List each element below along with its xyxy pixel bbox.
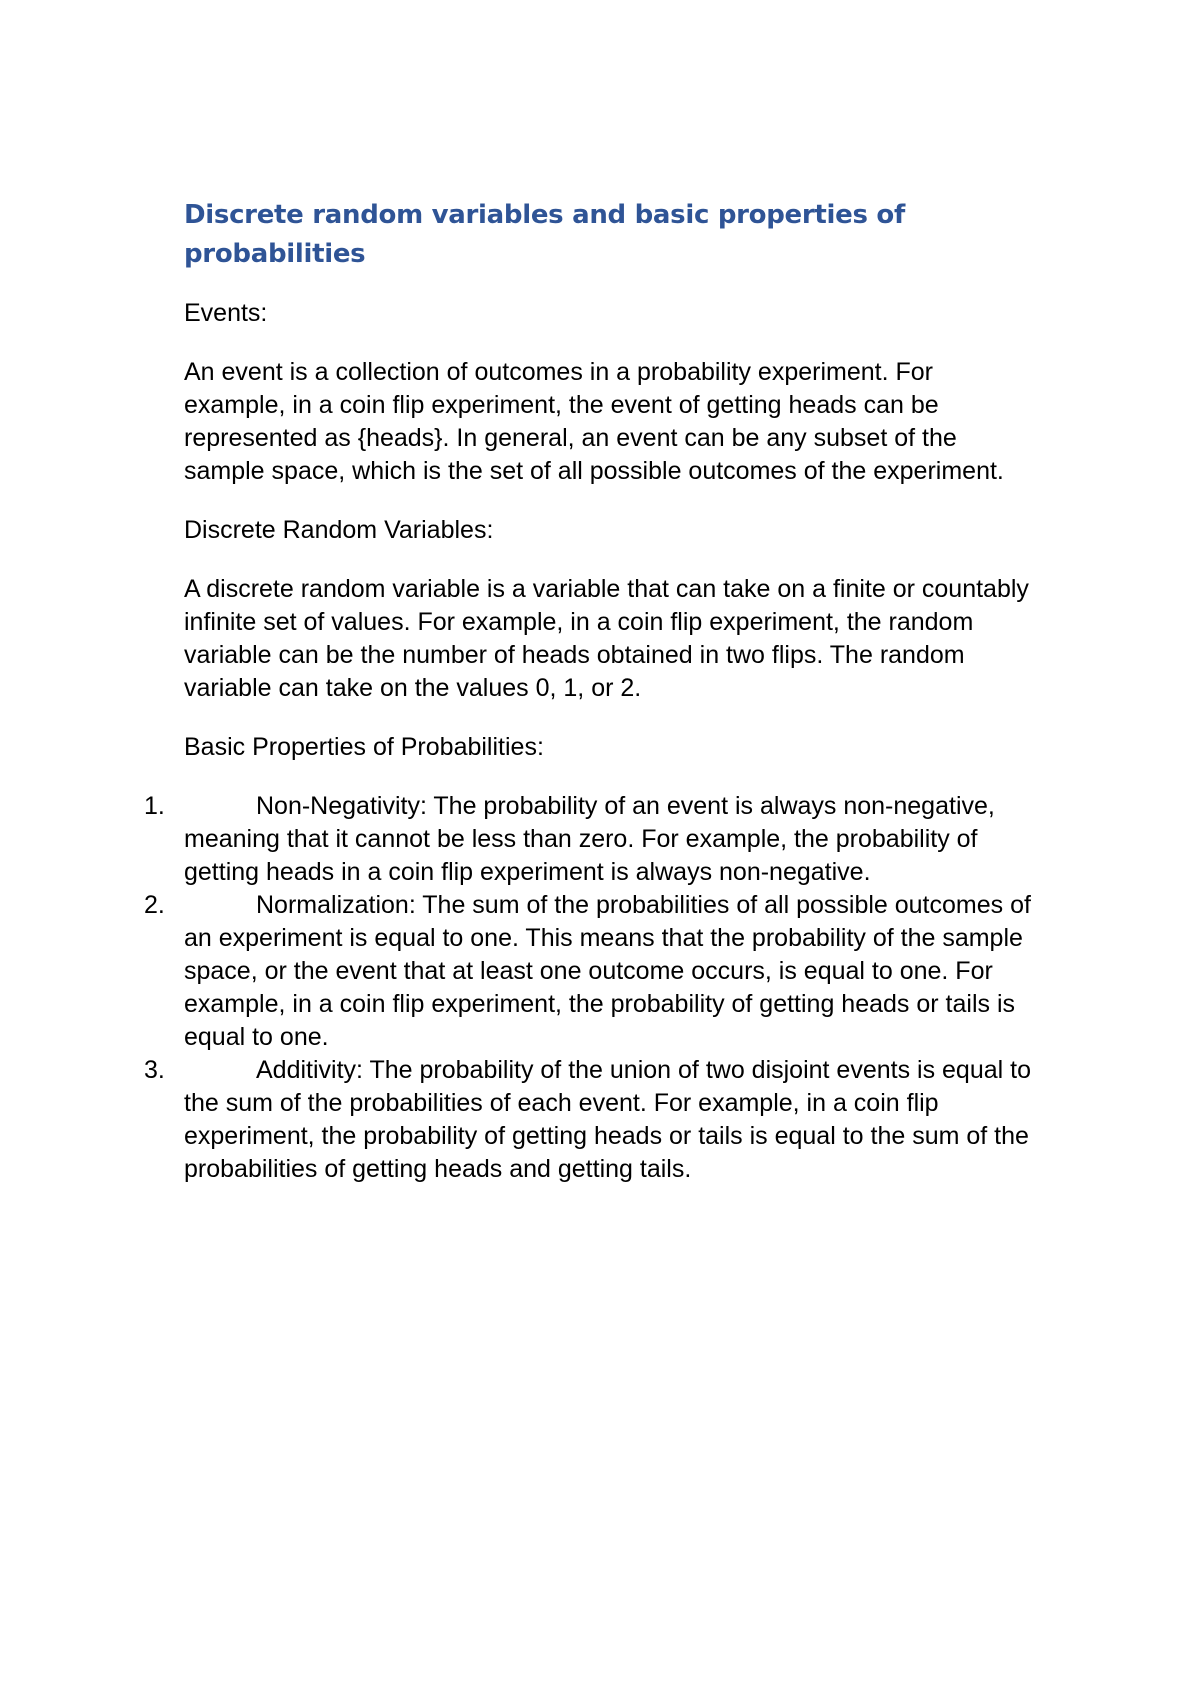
section-heading-events: Events: bbox=[184, 299, 268, 327]
list-item bbox=[144, 1054, 1034, 1186]
section-text-events: An event is a collection of outcomes in a probability experiment. For example, in a coin flip experiment, the event of getting heads can be represented as {heads}. In general, an event can be any subset of the sample space, which is the set of all possible outcomes of the experiment. bbox=[184, 358, 1004, 485]
list-item-text: The probability of the union of two disjoint events is equal to the sum of the probabilities of each event. For example, in a coin flip experiment, the probability of getting heads or tails is equal to the sum of the probabilities of getting heads and getting tails. bbox=[184, 1056, 1031, 1183]
properties-list bbox=[144, 790, 1034, 1186]
section-heading-basic-properties: Basic Properties of Probabilities: bbox=[184, 733, 544, 761]
list-item-term: Non-Negativity: bbox=[256, 792, 434, 820]
list-item-term: Normalization: bbox=[256, 891, 423, 919]
list-item bbox=[144, 889, 1034, 1054]
section-heading-discrete-random-variables: Discrete Random Variables: bbox=[184, 516, 494, 544]
list-item-text: The probability of an event is always non-negative, meaning that it cannot be less than zero. For example, the probability of getting heads in a coin flip experiment is always non-negative. bbox=[184, 792, 995, 886]
document-title: Discrete random variables and basic properties of probabilities bbox=[184, 200, 905, 269]
list-item-number: 1. bbox=[144, 792, 165, 820]
list-item-number: 2. bbox=[144, 891, 165, 919]
list-item-term: Additivity: bbox=[256, 1056, 370, 1084]
document-body bbox=[144, 196, 1034, 1186]
section-text-discrete-random-variables: A discrete random variable is a variable that can take on a finite or countably infinite set of values. For example, in a coin flip experiment, the random variable can be the number of heads obtained in two flips. The random variable can take on the values 0, 1, or 2. bbox=[184, 575, 1029, 702]
list-item-number: 3. bbox=[144, 1056, 165, 1084]
list-item bbox=[144, 790, 1034, 889]
list-item-text: The sum of the probabilities of all possible outcomes of an experiment is equal to one. This means that the probability of the sample space, or the event that at least one outcome occurs, is equal to one. For example, in a coin flip experiment, the probability of getting heads or tails is equal to one. bbox=[184, 891, 1031, 1051]
